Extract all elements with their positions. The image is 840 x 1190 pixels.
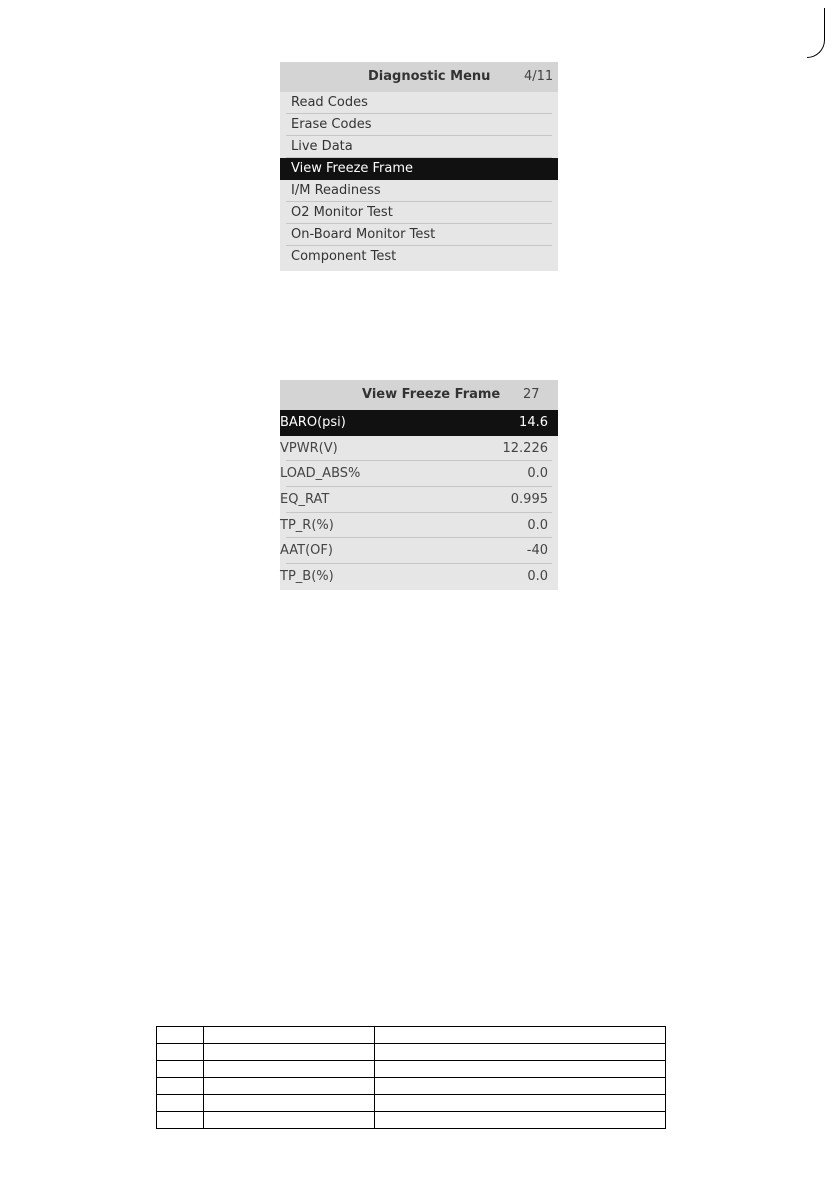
page-corner-mark	[807, 8, 825, 58]
page-indicator: 4/11	[524, 69, 554, 84]
table-row	[157, 1044, 666, 1061]
table-cell	[375, 1095, 666, 1112]
freeze-frame-row[interactable]	[280, 564, 558, 590]
table-cell	[204, 1112, 375, 1129]
screen-title: Diagnostic Menu	[368, 69, 491, 84]
parameter-name: TP_R(%)	[280, 517, 334, 533]
freeze-frame-row[interactable]	[280, 410, 558, 436]
freeze-frame-row[interactable]	[280, 461, 558, 487]
parameter-name: TP_B(%)	[280, 569, 334, 585]
parameter-value: 0.0	[527, 517, 548, 533]
freeze-frame-header	[280, 380, 558, 410]
menu-item-live-data[interactable]: Live Data	[280, 136, 558, 158]
freeze-frame-row[interactable]	[280, 538, 558, 564]
table-row	[157, 1061, 666, 1078]
table-cell	[375, 1078, 666, 1095]
table-cell	[204, 1027, 375, 1044]
menu-item-erase-codes[interactable]: Erase Codes	[280, 114, 558, 136]
parameter-value: 0.0	[527, 569, 548, 585]
menu-item-read-codes[interactable]: Read Codes	[280, 92, 558, 114]
empty-table	[156, 1026, 666, 1129]
menu-item-i-m-readiness[interactable]: I/M Readiness	[280, 180, 558, 202]
table-cell	[375, 1027, 666, 1044]
table-cell	[375, 1061, 666, 1078]
table-row	[157, 1027, 666, 1044]
table-cell	[375, 1044, 666, 1061]
table-cell	[157, 1078, 204, 1095]
table-cell	[157, 1061, 204, 1078]
table-cell	[157, 1095, 204, 1112]
parameter-value: 0.0	[527, 466, 548, 482]
freeze-frame-row[interactable]	[280, 436, 558, 462]
menu-item-o2-monitor-test[interactable]: O2 Monitor Test	[280, 202, 558, 224]
menu-item-view-freeze-frame[interactable]: View Freeze Frame	[280, 158, 558, 180]
freeze-frame-screen	[280, 380, 558, 590]
menu-item-component-test[interactable]: Component Test	[291, 249, 397, 264]
table-cell	[157, 1112, 204, 1129]
parameter-name: EQ_RAT	[280, 492, 330, 508]
parameter-value: 12.226	[502, 440, 548, 456]
parameter-name: AAT(OF)	[280, 543, 333, 559]
freeze-frame-row[interactable]	[280, 487, 558, 513]
table-cell	[375, 1112, 666, 1129]
table-cell	[204, 1095, 375, 1112]
parameter-value: 0.995	[510, 492, 548, 508]
table-cell	[157, 1027, 204, 1044]
screen-title: View Freeze Frame	[362, 387, 501, 402]
table-cell	[204, 1044, 375, 1061]
parameter-name: BARO(psi)	[280, 415, 346, 430]
parameter-name: LOAD_ABS%	[280, 466, 361, 482]
diagnostic-menu-header	[280, 62, 558, 92]
table-row	[157, 1112, 666, 1129]
diagnostic-menu-screen	[280, 62, 558, 271]
freeze-frame-row[interactable]	[280, 513, 558, 539]
table-row	[157, 1078, 666, 1095]
table-row	[157, 1095, 666, 1112]
parameter-value: 14.6	[519, 415, 548, 430]
menu-item-on-board-monitor-test[interactable]: On-Board Monitor Test	[280, 224, 558, 246]
parameter-value: -40	[526, 543, 548, 559]
table-cell	[157, 1044, 204, 1061]
table-cell	[204, 1078, 375, 1095]
item-count: 27	[523, 387, 540, 402]
table-cell	[204, 1061, 375, 1078]
diagnostic-menu-list	[280, 92, 558, 268]
parameter-name: VPWR(V)	[280, 440, 338, 456]
freeze-frame-list	[280, 410, 558, 590]
